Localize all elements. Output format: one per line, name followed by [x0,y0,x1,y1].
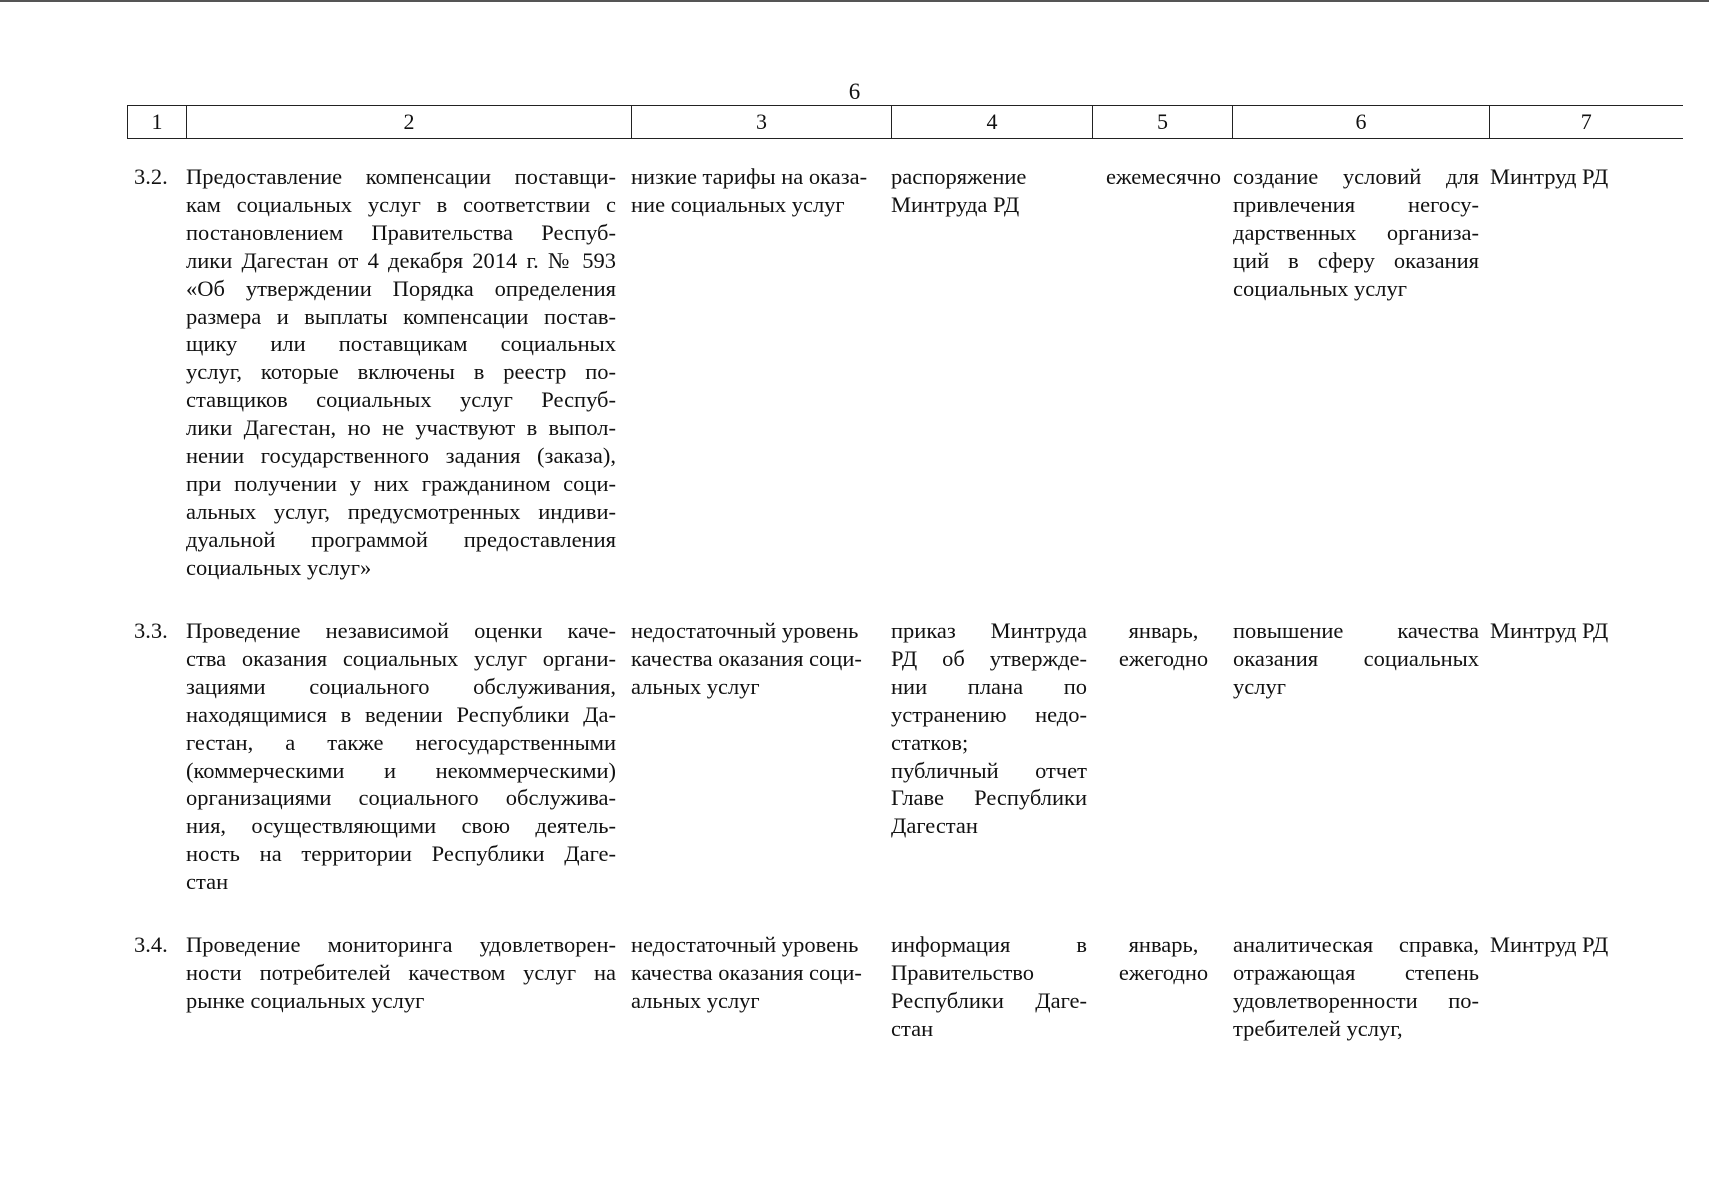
text-line: приказ Минтруда [891,618,1087,643]
text-line: ций в сферу оказания [1233,247,1479,273]
text-line: ния, осуществляющими свою деятель- [186,813,616,839]
measure-text [186,163,616,582]
row-number: 3.4. [134,932,168,957]
text-line: публичный отчет [891,757,1087,783]
text-line: ность на территории Республики Даге- [186,841,616,867]
text-line: нении государственного задания (заказа), [186,443,616,469]
text-line: Предоставление компенсации поставщи- [186,164,616,189]
text-line: при получении у них гражданином соци- [186,470,616,496]
text-line: зациями социального обслуживания, [186,673,616,699]
text-line: стан [186,869,229,895]
page-top-edge [0,0,1709,2]
text-line: лики Дагестан, но не участвуют в выпол- [186,415,616,441]
text-line: рынке социальных услуг [186,987,425,1013]
column-number-header [127,105,1683,139]
text-line: дуальной программой предоставления [186,526,616,552]
responsible-text: Минтруд РД [1490,932,1609,957]
result-text [1233,617,1479,701]
text-line: ства оказания социальных услуг органи- [186,645,616,671]
text-line: Проведение независимой оценки каче- [186,618,616,643]
header-row [128,106,1683,139]
text-line: кам социальных услуг в соответствии с [186,191,616,217]
result-text [1233,163,1479,303]
document-text: распоряжение Минтруда РД [891,164,1027,217]
header-col-3: 3 [632,106,892,139]
text-line: оказания социальных [1233,645,1479,671]
text-line: Главе Республики [891,785,1087,811]
text-line: информация в [891,932,1087,957]
text-line: постановлением Правительства Респуб- [186,219,616,245]
responsible-text: Минтруд РД [1490,618,1609,643]
text-line: удовлетворенности по- [1233,987,1479,1013]
text-line: привлечения негосу- [1233,191,1479,217]
text-line: устранению недо- [891,701,1087,727]
header-col-7: 7 [1490,106,1683,139]
term-text: январь, ежегодно [1118,618,1209,671]
text-line: Проведение мониторинга удовлетворен- [186,932,616,957]
text-line: организациями социального обслужива- [186,785,616,811]
text-line: требителей услуг, [1233,1015,1403,1041]
term-text: ежемесячно [1106,164,1221,189]
responsible-text: Минтруд РД [1490,164,1609,189]
row-number: 3.3. [134,618,168,643]
text-line: социальных услуг [1233,275,1407,301]
document-text [891,931,1087,1043]
text-line: Правительство [891,959,1034,985]
problem-text: недостаточный уровень качества оказания соци- альных услуг [631,618,862,699]
text-line: альных услуг, предусмотренных индиви- [186,498,616,524]
measure-text [186,617,616,896]
text-line: находящимися в ведении Республики Да- [186,701,616,727]
text-line: ставщиков социальных услуг Респуб- [186,387,616,413]
header-col-4: 4 [892,106,1093,139]
header-col-6: 6 [1233,106,1490,139]
text-line: гестан, а также негосударственными [186,729,616,755]
text-line: Республики Даге- [891,987,1087,1013]
text-line: щику или поставщикам социальных [186,331,616,357]
text-line: отражающая степень [1233,959,1479,985]
text-line: ности потребителей качеством услуг на [186,959,616,985]
header-col-5: 5 [1093,106,1233,139]
text-line: услуг [1233,673,1286,699]
header-col-1: 1 [128,106,187,139]
text-line: размера и выплаты компенсации постав- [186,303,616,329]
text-line: услуг, которые включены в реестр по- [186,359,616,385]
header-col-2: 2 [187,106,632,139]
text-line: Дагестан [891,813,978,839]
term-text: январь, ежегодно [1118,932,1209,985]
result-text [1233,931,1479,1043]
text-line: нии плана по [891,673,1087,699]
text-line: дарственных организа- [1233,219,1479,245]
text-line: стан [891,1015,934,1041]
text-line: лики Дагестан от 4 декабря 2014 г. № 593 [186,247,616,273]
text-line: (коммерческими и некоммерческими) [186,757,616,783]
text-line: повышение качества [1233,618,1479,643]
text-line: статков; [891,729,969,755]
document-text [891,617,1087,840]
text-line: РД об утвержде- [891,645,1087,671]
row-number: 3.2. [134,164,168,189]
text-line: «Об утверждении Порядка определения [186,275,616,301]
problem-text: недостаточный уровень качества оказания соци- альных услуг [631,932,862,1013]
measure-text [186,931,616,1015]
text-line: создание условий для [1233,164,1479,189]
text-line: аналитическая справка, [1233,932,1479,957]
text-line: социальных услуг» [186,554,372,580]
problem-text: низкие тарифы на оказа- ние социальных услуг [631,164,868,217]
page-number: 6 [848,79,861,104]
